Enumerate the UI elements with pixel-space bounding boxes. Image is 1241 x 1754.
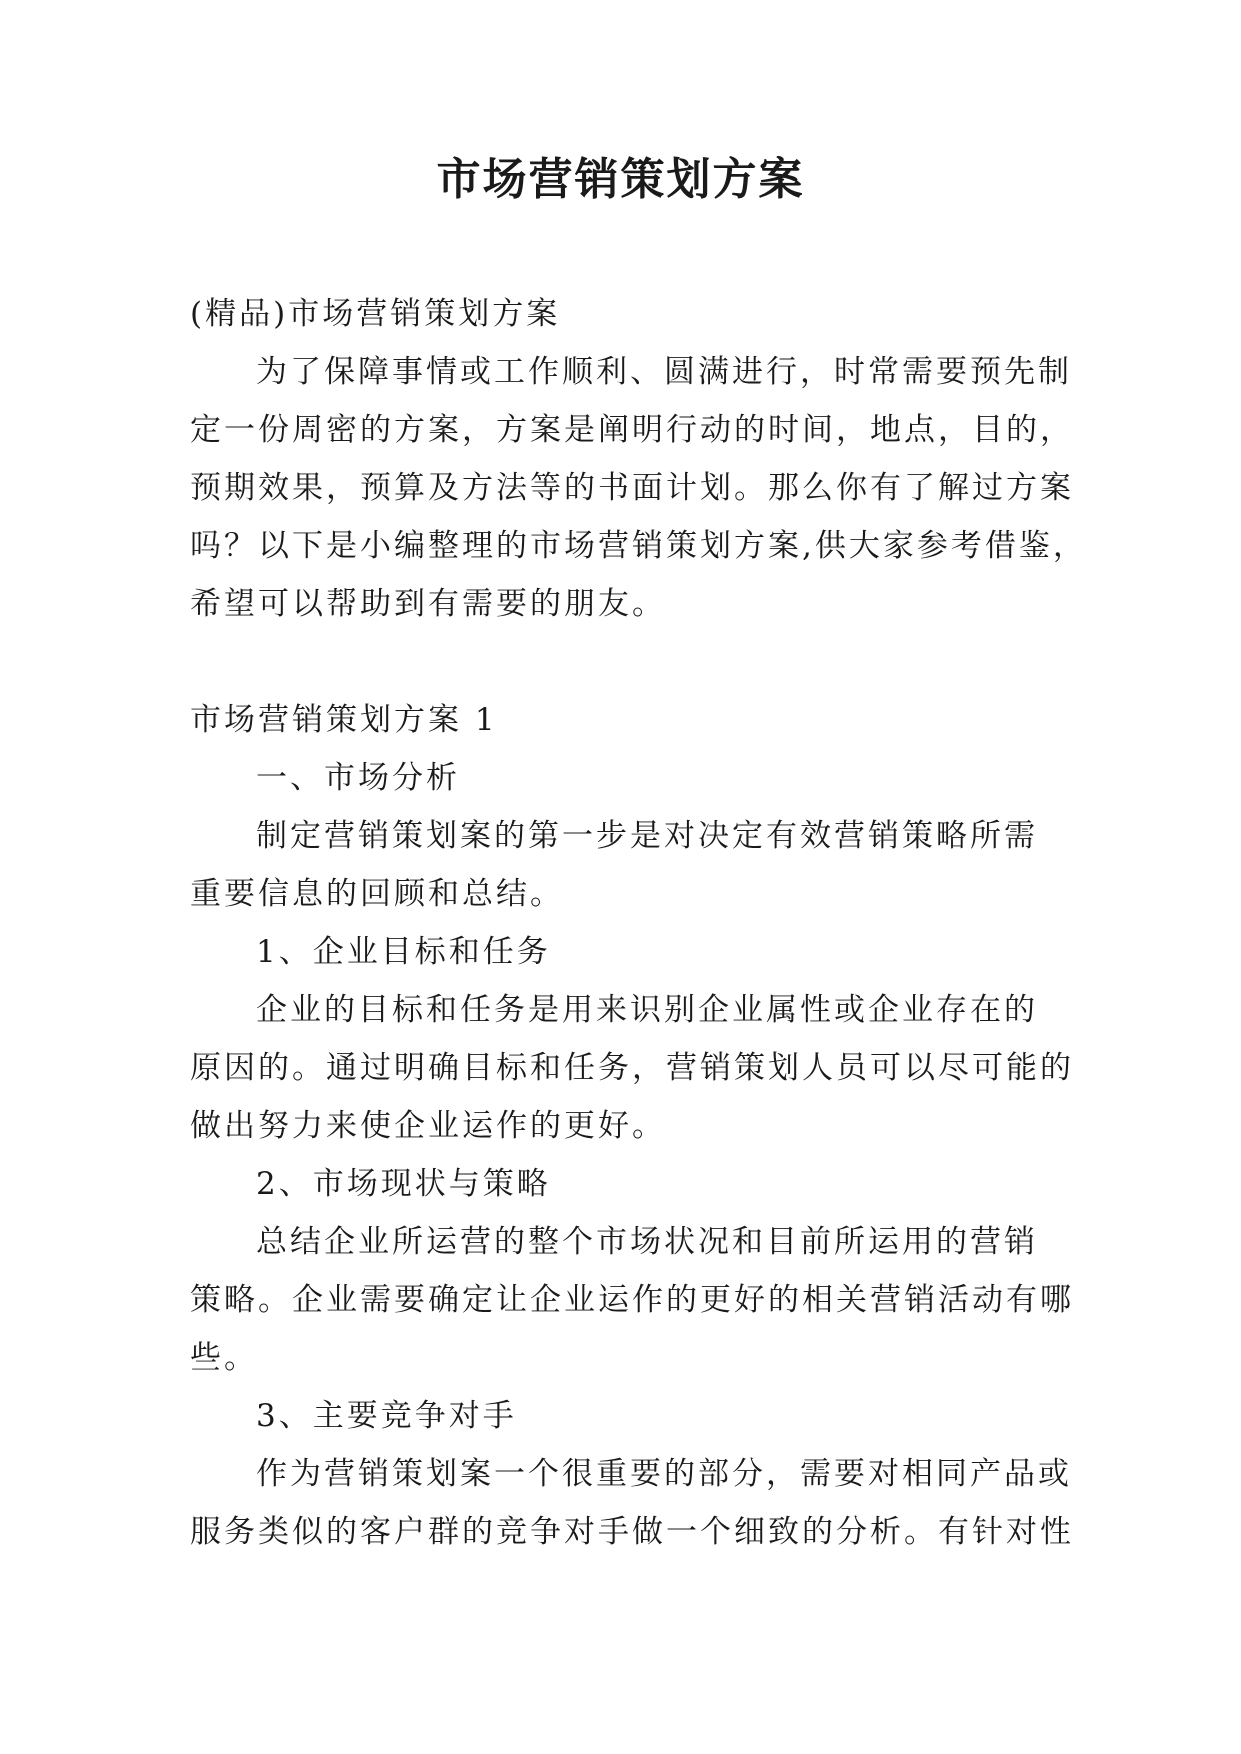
subsection-heading: 3、主要竞争对手 (256, 1398, 517, 1434)
body-line: 作为营销策划案一个很重要的部分，需要对相同产品或 (256, 1456, 1072, 1492)
body-line: 服务类似的客户群的竞争对手做一个细致的分析。有针对性 (190, 1514, 1074, 1550)
body-line: 制定营销策划案的第一步是对决定有效营销策略所需 (256, 818, 1038, 854)
body-line: 总结企业所运营的整个市场状况和目前所运用的营销 (256, 1224, 1038, 1260)
body-line: 希望可以帮助到有需要的朋友。 (190, 586, 666, 622)
paragraph-gap (190, 633, 1060, 691)
section-heading: 市场营销策划方案 1 (190, 702, 498, 738)
body-line: 吗？以下是小编整理的市场营销策划方案,供大家参考借鉴， (190, 528, 1087, 564)
document-body (190, 285, 1087, 1561)
body-line: 原因的。通过明确目标和任务，营销策划人员可以尽可能的 (190, 1050, 1074, 1086)
body-line: 策略。企业需要确定让企业运作的更好的相关营销活动有哪 (190, 1282, 1074, 1318)
subsection-heading: 1、企业目标和任务 (256, 934, 551, 970)
subsection-heading: 一、市场分析 (256, 760, 460, 796)
document-title: 市场营销策划方案 (436, 154, 805, 205)
body-line: 重要信息的回顾和总结。 (190, 876, 564, 912)
body-line: 做出努力来使企业运作的更好。 (190, 1108, 666, 1144)
body-line: 预期效果，预算及方法等的书面计划。那么你有了解过方案 (190, 470, 1074, 506)
body-line: 些。 (190, 1340, 258, 1376)
body-line: 企业的目标和任务是用来识别企业属性或企业存在的 (256, 992, 1038, 1028)
subsection-heading: 2、市场现状与策略 (256, 1166, 551, 1202)
subtitle-line: (精品)市场营销策划方案 (190, 296, 561, 332)
body-line: 定一份周密的方案，方案是阐明行动的时间，地点，目的， (190, 412, 1074, 448)
body-line: 为了保障事情或工作顺利、圆满进行，时常需要预先制 (256, 354, 1072, 390)
